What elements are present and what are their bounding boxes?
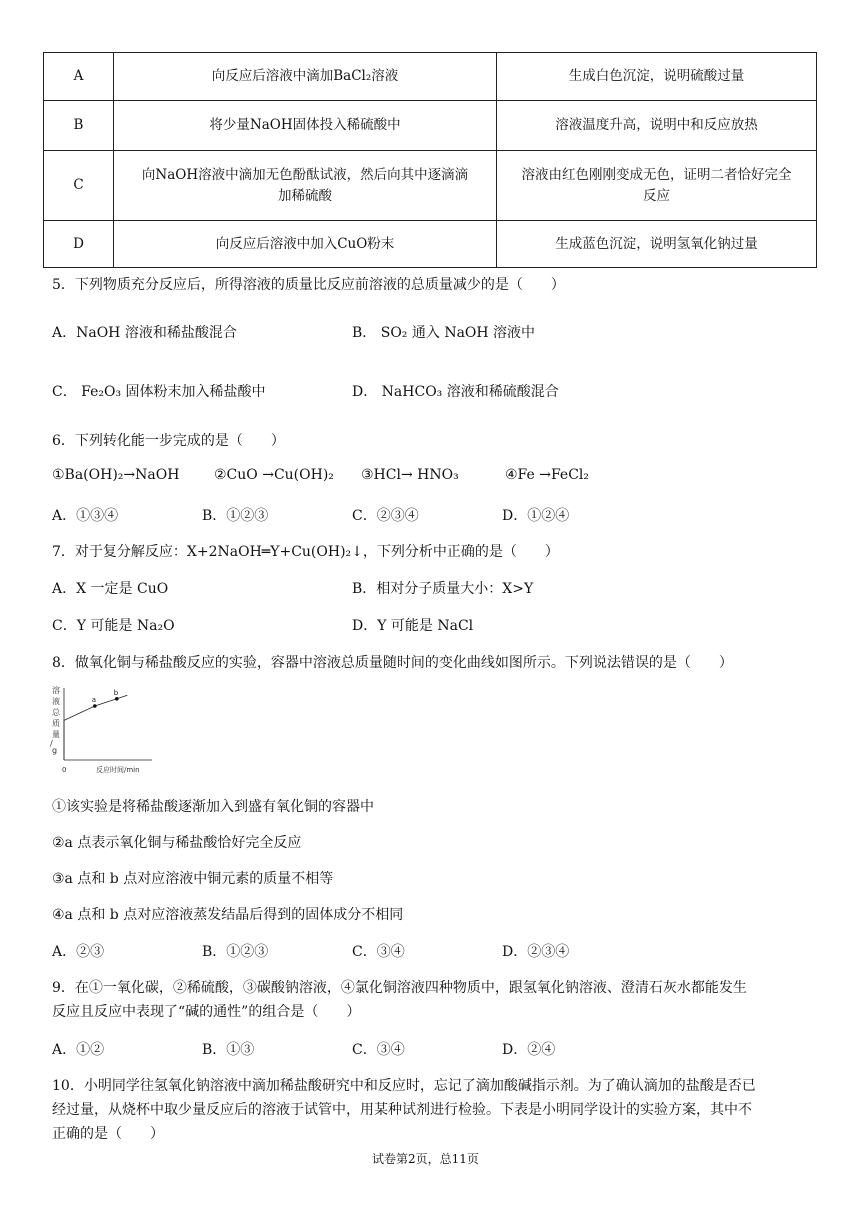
result-cell: 生成白色沉淀，说明硫酸过量 [497,53,817,101]
q8-statement-4: ④a 点和 b 点对应溶液蒸发结晶后得到的固体成分不相同 [52,907,404,923]
result-cell [497,151,817,221]
result-cell: 溶液温度升高，说明中和反应放热 [497,101,817,151]
point-label-a: a [91,696,97,704]
q7-option-a: A．X 一定是 CuO [52,581,169,597]
x-axis-label: 反应时间/min [96,766,140,774]
chart-marks [64,689,127,760]
q8-option-d: D．②③④ [502,944,570,960]
operation-line: 加稀硫酸 [278,187,332,204]
q5-option-c: C． Fe₂O₃ 固体粉末加入稀盐酸中 [52,384,266,400]
q6-item-2: ②CuO →Cu(OH)₂ [214,467,334,483]
q10-line-3: 正确的是（ ） [52,1126,164,1142]
q9-stem-line-1: 9．在①一氧化碳，②稀硫酸，③碳酸钠溶液，④氯化铜溶液四种物质中，跟氢氧化钠溶液、澄清石灰水都能发生 [52,980,747,996]
y-axis-label-char: g [52,746,58,755]
q6-option-b: B．①②③ [202,508,269,524]
q8-statement-2: ②a 点表示氧化铜与稀盐酸恰好完全反应 [52,835,302,851]
operation-cell: 向反应后溶液中滴加BaCl₂溶液 [114,53,497,101]
option-letter: A [44,53,114,101]
q9-option-b: B．①③ [202,1042,255,1058]
q8-option-b: B．①②③ [202,944,269,960]
point-a [93,704,97,708]
q5-stem: 5．下列物质充分反应后，所得溶液的质量比反应前溶液的总质量减少的是（ ） [52,277,565,293]
table-row [44,151,817,221]
q8-statement-1: ①该实验是将稀盐酸逐渐加入到盛有氧化铜的容器中 [52,799,374,815]
q8-option-a: A．②③ [52,944,105,960]
q7-option-d: D．Y 可能是 NaCl [352,618,474,634]
operation-cell [114,151,497,221]
y-axis-label-char: 总 [52,708,60,717]
y-axis-label-char: 溶 [52,686,60,695]
q7-option-b: B．相对分子质量大小：X>Y [352,581,534,597]
option-letter: B [44,101,114,151]
page-footer: 试卷第2页，总11页 [372,1152,479,1166]
q6-option-d: D．①②④ [502,508,570,524]
option-letter: C [44,151,114,221]
q6-option-c: C．②③④ [352,508,419,524]
q8-stem: 8．做氧化铜与稀盐酸反应的实验，容器中溶液总质量随时间的变化曲线如图所示。下列说法错误的是（ ） [52,655,733,671]
result-line: 溶液由红色刚刚变成无色，证明二者恰好完全 [521,166,792,183]
operation-cell: 向反应后溶液中加入CuO粉末 [114,221,497,268]
q9-option-a: A．①② [52,1042,105,1058]
table-row [44,53,817,101]
option-letter: D [44,221,114,268]
result-cell: 生成蓝色沉淀，说明氢氧化钠过量 [497,221,817,268]
q9-option-c: C．③④ [352,1042,405,1058]
q5-option-a: A．NaOH 溶液和稀盐酸混合 [52,325,237,341]
q6-item-1: ①Ba(OH)₂→NaOH [52,467,180,483]
table-row [44,101,817,151]
y-axis-label [50,685,61,755]
operation-line: 向NaOH溶液中滴加无色酚酞试液，然后向其中逐滴滴 [141,166,469,183]
q10-line-1: 10．小明同学往氢氧化钠溶液中滴加稀盐酸研究中和反应时，忘记了滴加酸碱指示剂。为了确认滴加的盐酸是否已 [52,1078,756,1094]
q10-line-2: 经过量，从烧杯中取少量反应后的溶液于试管中，用某种试剂进行检验。下表是小明同学设计的实验方案，其中不 [52,1102,752,1118]
operation-cell: 将少量NaOH固体投入稀硫酸中 [114,101,497,151]
point-b [115,697,119,701]
point-label-b: b [113,688,119,697]
q6-item-4: ④Fe →FeCl₂ [505,467,589,483]
y-axis-label-char: 质 [52,719,60,728]
q5-option-b: B． SO₂ 通入 NaOH 溶液中 [352,325,536,341]
q7-option-c: C．Y 可能是 Na₂O [52,618,175,634]
origin-label: 0 [62,766,67,774]
y-axis-label-char: 量 [52,730,60,739]
q6-option-a: A．①③④ [52,508,119,524]
q7-stem: 7．对于复分解反应：X+2NaOH═Y+Cu(OH)₂↓，下列分析中正确的是（ ） [52,544,559,560]
q9-stem-line-2: 反应且反应中表现了“碱的通性”的组合是（ ） [52,1004,361,1020]
q9-option-d: D．②④ [502,1042,556,1058]
options-table [43,52,817,268]
table-row [44,221,817,268]
q8-statement-3: ③a 点和 b 点对应溶液中铜元素的质量不相等 [52,871,334,887]
mass-time-chart [48,684,158,776]
y-axis-label-char: / [50,739,53,748]
q6-stem: 6．下列转化能一步完成的是（ ） [52,433,285,449]
q5-option-d: D． NaHCO₃ 溶液和稀硫酸混合 [352,384,559,400]
q8-option-c: C．③④ [352,944,405,960]
q6-item-3: ③HCl→ HNO₃ [361,467,459,483]
result-line: 反应 [643,187,670,204]
y-axis-label-char: 液 [52,697,60,706]
